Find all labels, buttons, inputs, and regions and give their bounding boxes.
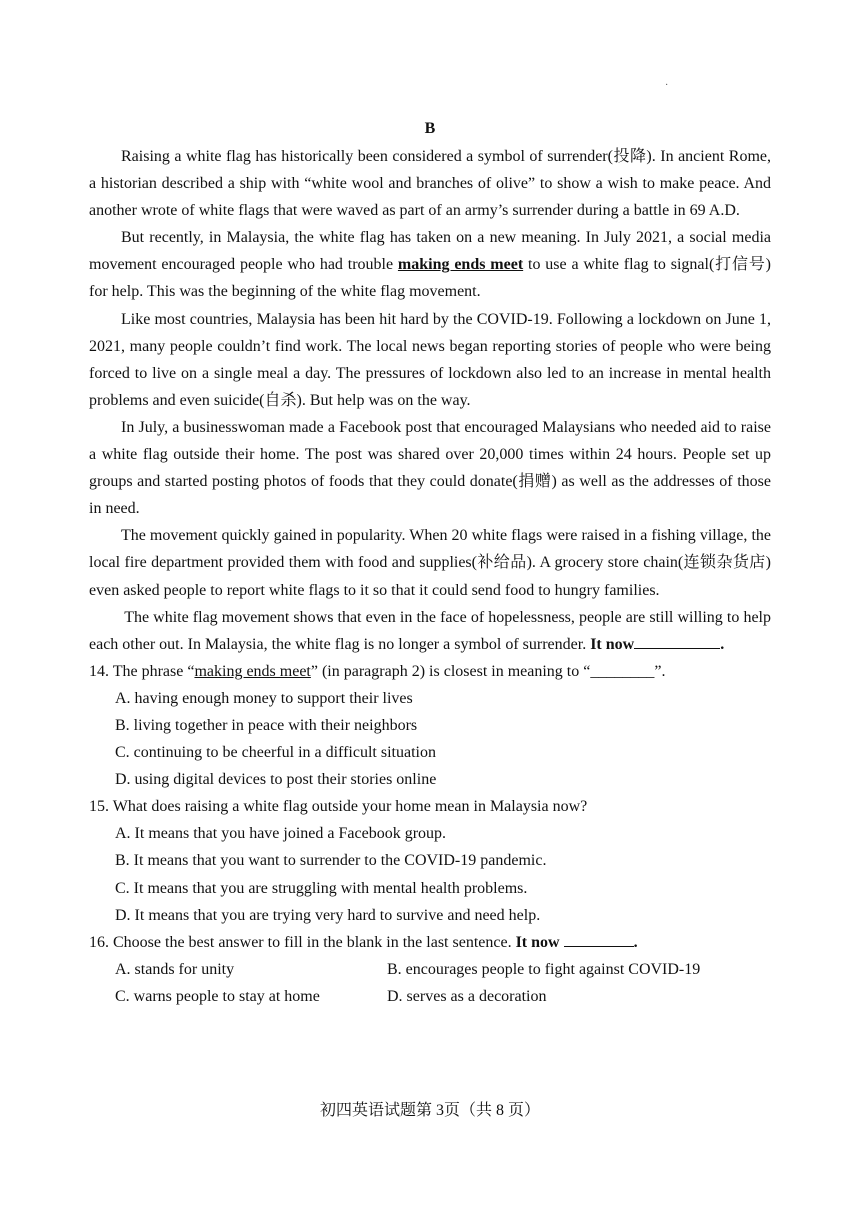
passage-paragraph-6: The white flag movement shows that even in the face of hopelessness, people are still willing to help each other out. In Malaysia, the white flag is no longer a symbol of surrender. It now . [89, 608, 771, 653]
q16-blank [564, 932, 634, 947]
passage-paragraph-5: The movement quickly gained in popularity. When 20 white flags were raised in a fishing village, the local fire department provided them with food and supplies(补给品). A grocery store chain(连锁杂货店) even asked people to report white flags to it so that it could send food to hungry families. [89, 527, 771, 599]
q16-option-d: D. serves as a decoration [387, 987, 547, 1005]
header-mark: · [665, 80, 669, 91]
q16-options-row-1 [89, 956, 771, 983]
key-phrase: making ends meet [397, 256, 524, 274]
q15-option-d: D. It means that you are trying very hard to survive and need help. [115, 906, 541, 924]
q16-option-c: C. warns people to stay at home [115, 987, 320, 1005]
q15-option-a: A. It means that you have joined a Facebook group. [115, 825, 447, 843]
section-title: B [424, 120, 436, 137]
passage-paragraph-3: Like most countries, Malaysia has been hit hard by the COVID-19. Following a lockdown on June 1, 2021, many people couldn’t find work. The local news began reporting stories of people who were being forced to live on a single meal a day. The pressures of lockdown also led to an increase in mental health problems and even suicide(自杀). But help was on the way. [89, 310, 771, 409]
content [89, 143, 771, 1010]
question-16: 16. Choose the best answer to fill in the blank in the last sentence. It now . [89, 933, 638, 951]
question-14: 14. The phrase “making ends meet” (in paragraph 2) is closest in meaning to “________”. [89, 662, 666, 680]
question-14-phrase: making ends meet [194, 662, 311, 680]
blank-lead: It now [590, 635, 635, 653]
q16-options-row-2 [89, 983, 771, 1010]
passage-paragraph-1: Raising a white flag has historically been considered a symbol of surrender(投降). In ancient Rome, a historian described a ship with “white wool and branches of olive” to show a wish to make peace. And another wrote of white flags that were waved as part of an army’s surrender during a battle in 69 A.D. [89, 148, 771, 220]
q15-option-b: B. It means that you want to surrender to the COVID-19 pandemic. [115, 852, 547, 870]
question-15: 15. What does raising a white flag outside your home mean in Malaysia now? [89, 798, 588, 816]
q14-option-a: A. having enough money to support their lives [115, 689, 413, 707]
q15-option-c: C. It means that you are struggling with mental health problems. [115, 879, 528, 897]
q14-option-d: D. using digital devices to post their stories online [115, 771, 437, 789]
q16-option-b: B. encourages people to fight against COVID-19 [387, 960, 701, 978]
q14-option-b: B. living together in peace with their neighbors [115, 716, 418, 734]
passage-paragraph-4: In July, a businesswoman made a Facebook post that encouraged Malaysians who needed aid to raise a white flag outside their home. The post was shared over 20,000 times within 24 hours. People set up groups and started posting photos of foods that they could donate(捐赠) as well as the addresses of those in need. [89, 418, 771, 518]
passage-paragraph-2: But recently, in Malaysia, the white flag has taken on a new meaning. In July 2021, a social media movement encouraged people who had trouble making ends meet to use a white flag to signal(打信号) for help. This was the beginning of the white flag movement. [89, 229, 771, 301]
q16-option-a: A. stands for unity [115, 960, 235, 978]
page-footer: 初四英语试题第 3页（共 8 页） [319, 1102, 540, 1119]
answer-blank [634, 634, 720, 649]
q14-option-c: C. continuing to be cheerful in a difficult situation [115, 744, 436, 762]
